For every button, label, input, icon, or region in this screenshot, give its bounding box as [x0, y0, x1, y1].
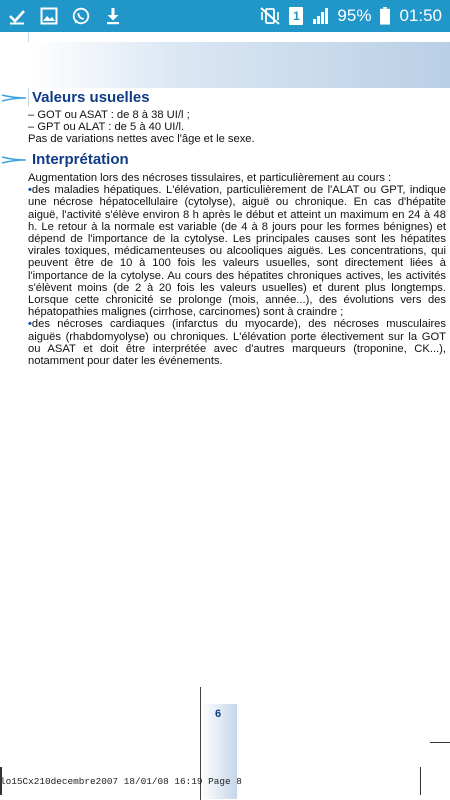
value-line-got: – GOT ou ASAT : de 8 à 38 UI/l ; [28, 109, 190, 121]
valeurs-usuelles-text [28, 109, 446, 146]
page-number: 6 [214, 708, 222, 720]
battery-percent: 95% [337, 6, 372, 25]
section-title-text: Interprétation [32, 151, 129, 168]
section-arrow-icon [2, 93, 28, 103]
section-arrow-icon [2, 155, 28, 165]
bullet-text: des nécroses cardiaques (infarctus du myocarde), des nécroses musculaires aiguës (rhabdomyolyse) ou chroniques. L'élévation porte électivement sur la GOT ou ASAT et doit être interprétée avec d'autres marqueurs (troponine, CK...), notamment pour dater les événements. [28, 318, 446, 368]
clock: 01:50 [399, 6, 442, 25]
bullet-text: des maladies hépatiques. L'élévation, particulièrement de l'ALAT ou GPT, indique une nécrose hépatocellulaire (cytolyse), aiguë ou chronique. En cas d'hépatite aiguë, l'activité s'élève environ 8 h après le début et atteint un maximum en 24 à 48 h. Le retour à la normale est variable (de 4 à 8 jours pour les formes bénignes) et dépend de l'importance de la cytolyse. Les principales causes sont les hépatites virales toxiques, médicamenteuses ou alcooliques aiguës. Les concentrations, qui peuvent être de 10 à 100 fois les valeurs usuelles, sont directement liées à l'importance de la cytolyse. Au cours des hépatites chroniques actives, les activités s'élèvent moins (de 2 à 20 fois les valeurs usuelles) et durent plus longtemps. Lorsque cette chronicité se prolonge (mois, année...), des évolutions vers des hépatopathies malignes (cirrhose, carcinomes) sont à craindre ; [28, 184, 446, 319]
status-bar [0, 0, 450, 32]
image-icon [40, 7, 58, 25]
bullet-icon: • [28, 184, 32, 197]
section-title-interpretation [2, 151, 129, 168]
system-icons [259, 6, 442, 26]
intro-paragraph: Augmentation lors des nécroses tissulaires, et particulièrement au cours : [28, 172, 392, 184]
battery-icon [379, 7, 391, 25]
bullet-icon: • [28, 318, 32, 331]
interpretation-text [28, 172, 446, 367]
value-line-note: Pas de variations nettes avec l'âge et le sexe. [28, 133, 255, 146]
bullet-paragraph-cardiac [28, 318, 446, 367]
value-line-gpt: – GPT ou ALAT : de 5 à 40 UI/l. [28, 121, 185, 134]
section-title-valeurs [2, 89, 150, 106]
bullet-paragraph-hepatic [28, 184, 446, 318]
download-icon [104, 7, 122, 25]
print-footer: lo15Cx210decembre2007 18/01/08 16:19 Page 8 [0, 776, 242, 787]
document-viewer[interactable] [0, 32, 450, 800]
signal-icon [311, 7, 329, 25]
sim-label: 1 [293, 9, 300, 23]
whatsapp-icon [72, 7, 90, 25]
check-icon [8, 7, 26, 25]
section-title-text: Valeurs usuelles [32, 89, 150, 106]
sim-1-icon [289, 7, 303, 25]
notification-icons [8, 7, 122, 25]
page-header-band [28, 42, 450, 88]
vibrate-off-icon [259, 7, 281, 25]
crop-mark [430, 742, 450, 743]
